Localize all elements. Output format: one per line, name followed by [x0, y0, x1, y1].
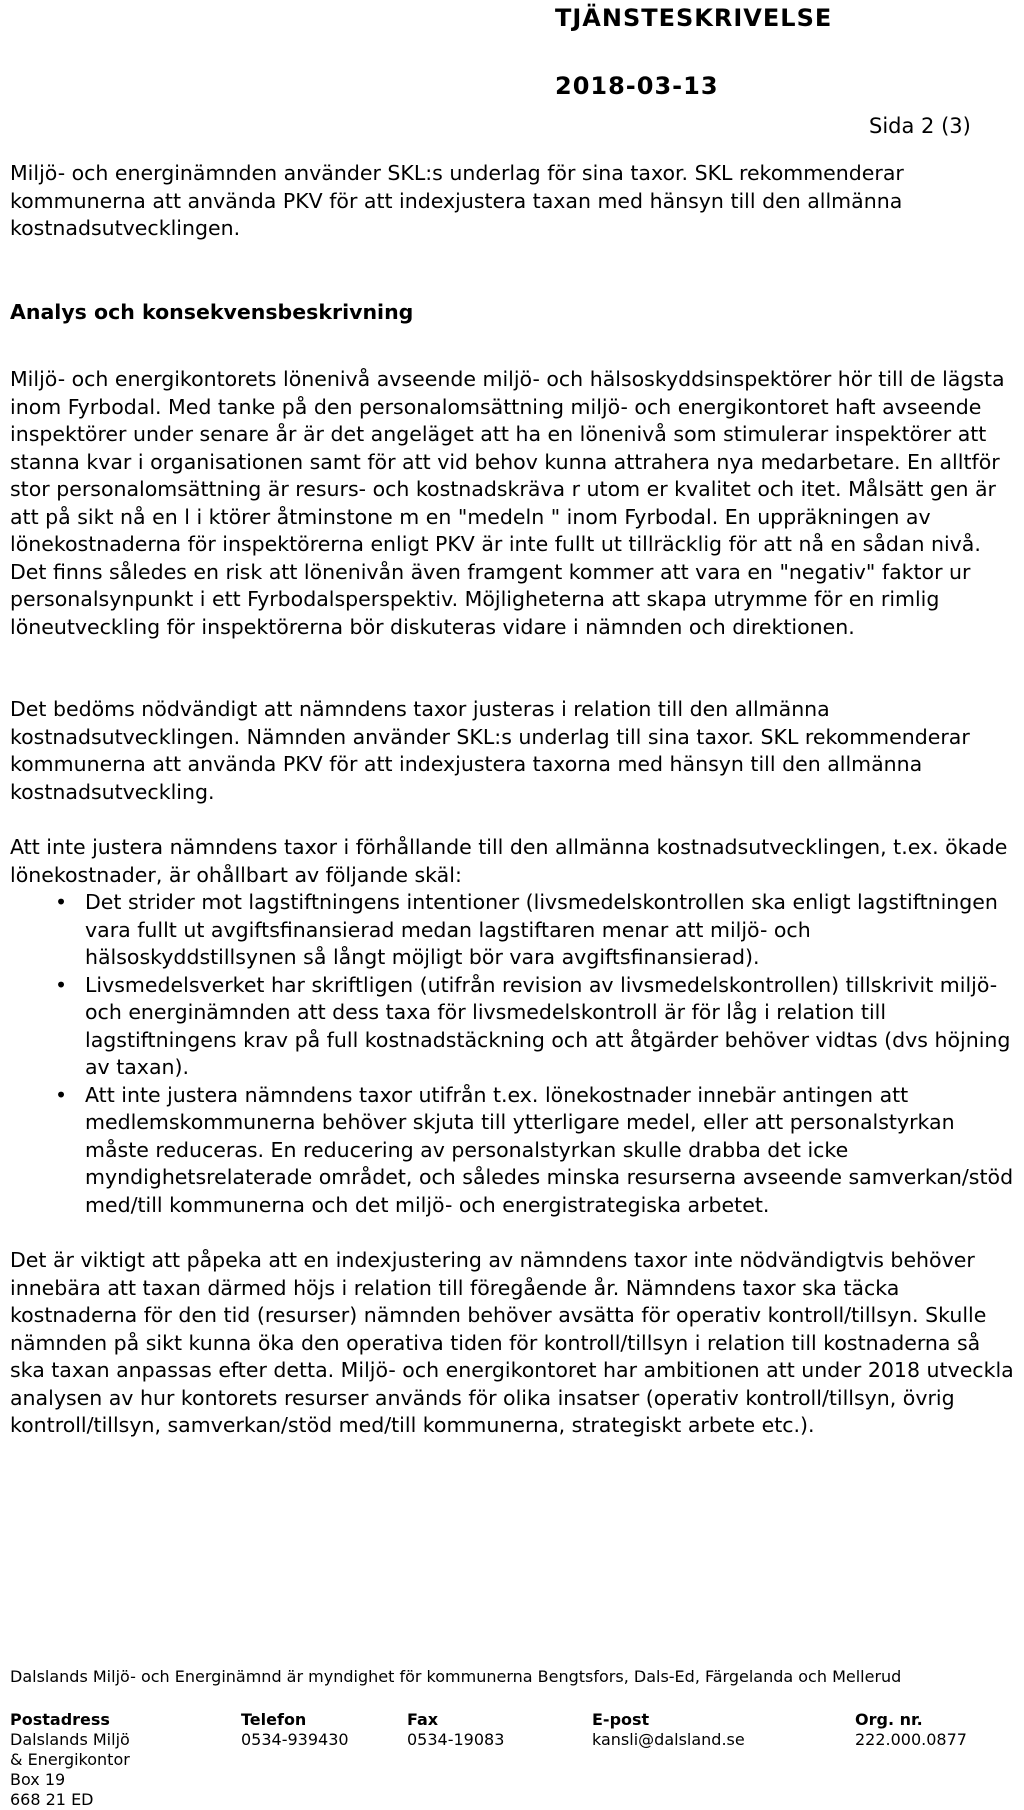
intro-paragraph: Miljö- och energinämnden använder SKL:s underlag för sina taxor. SKL rekommenderar kommunerna att använda PKV för att indexjustera taxan med hänsyn till den allmänna kostnadsutvecklingen. — [10, 161, 904, 240]
email-block — [592, 1710, 745, 1750]
email-value: kansli@dalsland.se — [592, 1730, 745, 1749]
org-number-block — [855, 1710, 967, 1750]
email-label: E-post — [592, 1710, 650, 1729]
postal-address-line: Box 19 — [10, 1770, 66, 1789]
document-date: 2018-03-13 — [555, 72, 719, 100]
postal-address-label: Postadress — [10, 1710, 110, 1729]
postal-address-block — [10, 1710, 130, 1810]
org-number-label: Org. nr. — [855, 1710, 923, 1729]
document-body — [10, 160, 1015, 1440]
section-heading: Analys och konsekvensbeskrivning — [10, 299, 414, 324]
postal-address-line: Dalslands Miljö — [10, 1730, 130, 1749]
analysis-paragraph: Miljö- och energikontorets lönenivå avseende miljö- och hälsoskyddsinspektörer hör till de lägsta inom Fyrbodal. Med tanke på den personalomsättning miljö- och energikontoret haft avseende inspektörer under senare år är det angeläget att ha en lönenivå som stimulerar inspektörer att stanna kvar i organisationen samt för att vid behov kunna attrahera nya medarbetare. En alltför stor personalomsättning är resurs- och kostnadskräva r utom er kvalitet och itet. Målsätt gen är att på sikt nå en l i ktörer åtminstone m en "medeln " inom Fyrbodal. En uppräkningen av lönekostnaderna för inspektörerna enligt PKV är inte fullt ut tillräcklig för att nå en sådan nivå. Det finns således en risk att lönenivån även framgent kommer att vara en "negativ" faktor ur personalsynpunkt i ett Fyrbodalsperspektiv. Möjligheterna att skapa utrymme för en rimlig löneutveckling för inspektörerna bör diskuteras vidare i nämnden och direktionen. — [10, 367, 1005, 639]
necessity-paragraph: Det bedöms nödvändigt att nämndens taxor justeras i relation till den allmänna kostnadsutvecklingen. Nämnden använder SKL:s underlag till sina taxor. SKL rekommenderar kommunerna att använda PKV för att indexjustera taxorna med hänsyn till den allmänna kostnadsutveckling. — [10, 697, 970, 804]
org-number-value: 222.000.0877 — [855, 1730, 967, 1749]
phone-label: Telefon — [241, 1710, 307, 1729]
list-item: • Att inte justera nämndens taxor utifrån t.ex. lönekostnader innebär antingen att medlemskommunerna behöver skjuta till ytterligare medel, eller att personalstyrkan måste reduceras. En reducering av personalstyrkan skulle drabba det icke myndighetsrelaterade området, och således minska resurserna avseende samverkan/stöd med/till kommunerna och det miljö- och energistrategiska arbetet. — [85, 1082, 1015, 1220]
page-number: Sida 2 (3) — [869, 114, 971, 138]
fax-label: Fax — [407, 1710, 439, 1729]
footer-note: Dalslands Miljö- och Energinämnd är myndighet för kommunerna Bengtsfors, Dals-Ed, Färgelanda och Mellerud — [10, 1667, 902, 1686]
fax-block — [407, 1710, 504, 1750]
phone-value: 0534-939430 — [241, 1730, 349, 1749]
reasons-intro-paragraph: Att inte justera nämndens taxor i förhållande till den allmänna kostnadsutvecklingen, t.ex. ökade lönekostnader, är ohållbart av följande skäl: — [10, 835, 1008, 887]
postal-address-line: & Energikontor — [10, 1750, 130, 1769]
list-item: • Livsmedelsverket har skriftligen (utifrån revision av livsmedelskontrollen) tillskrivit miljö- och energinämnden att dess taxa för livsmedelskontroll är för låg i relation till lagstiftningens krav på full kostnadstäckning och att åtgärder behöver vidtas (dvs höjning av taxan). — [85, 972, 1015, 1082]
fax-value: 0534-19083 — [407, 1730, 505, 1749]
phone-block — [241, 1710, 349, 1750]
document-type: TJÄNSTESKRIVELSE — [555, 4, 833, 32]
important-paragraph: Det är viktigt att påpeka att en indexjustering av nämndens taxor inte nödvändigtvis behöver innebära att taxan därmed höjs i relation till föregående år. Nämndens taxor ska täcka kostnaderna för den tid (resurser) nämnden behöver avsätta för operativ kontroll/tillsyn. Skulle nämnden på sikt kunna öka den operativa tiden för kontroll/tillsyn i relation till kostnaderna så ska taxan anpassas efter detta. Miljö- och energikontoret har ambitionen att under 2018 utveckla analysen av hur kontorets resurser används för olika insatser (operativ kontroll/tillsyn, övrig kontroll/tillsyn, samverkan/stöd med/till kommunerna, strategiskt arbete etc.). — [10, 1248, 1014, 1437]
reasons-list — [10, 889, 1015, 1219]
postal-address-line: 668 21 ED — [10, 1790, 94, 1809]
list-item: • Det strider mot lagstiftningens intentioner (livsmedelskontrollen ska enligt lagstiftningen vara fullt ut avgiftsfinansierad medan lagstiftaren menar att miljö- och hälsoskyddstillsynen så långt möjligt bör vara avgiftsfinansierad). — [85, 889, 1015, 972]
